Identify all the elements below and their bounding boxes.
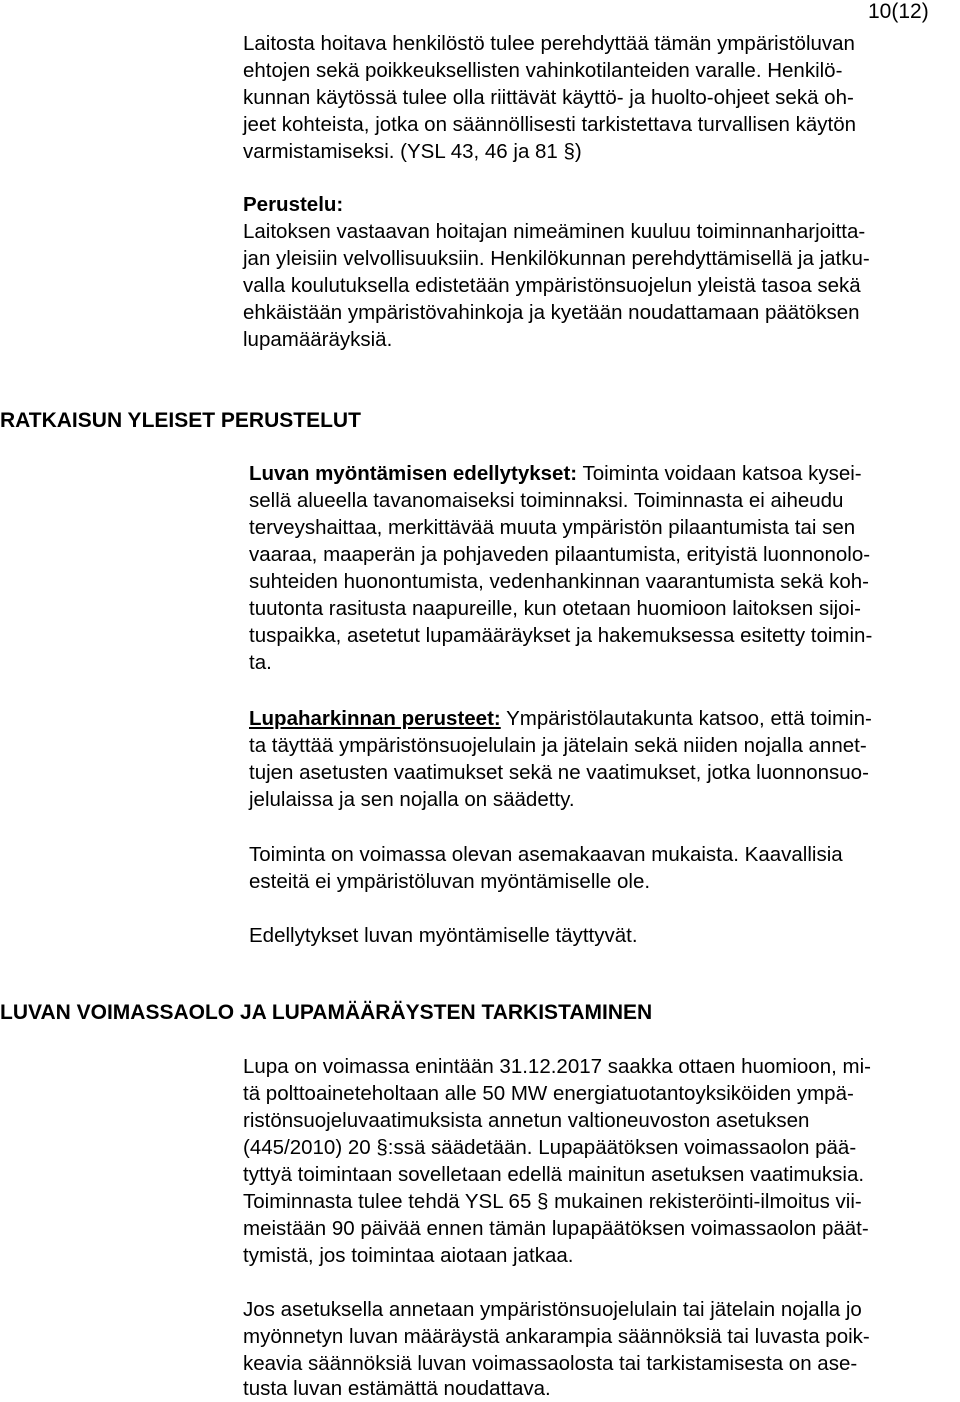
text-line: meistään 90 päivää ennen tämän lupapäätöksen voimassaolon päät- bbox=[243, 1217, 869, 1240]
text-line: tä polttoaineteholtaan alle 50 MW energiatuotantoyksiköiden ympä- bbox=[243, 1082, 854, 1105]
text-line: kunnan käytössä tulee olla riittävät käyttö- ja huolto-ohjeet sekä oh- bbox=[243, 86, 854, 109]
text-span: Toiminta voidaan katsoa kysei- bbox=[577, 462, 862, 485]
section-heading: LUVAN VOIMASSAOLO JA LUPAMÄÄRÄYSTEN TARKISTAMINEN bbox=[0, 1001, 653, 1024]
text-line: ta. bbox=[249, 651, 272, 674]
text-line: Laitoksen vastaavan hoitajan nimeäminen kuuluu toiminnanharjoitta- bbox=[243, 220, 866, 243]
text-line: tyttyä toimintaan sovelletaan edellä mainitun asetuksen vaatimuksia. bbox=[243, 1163, 865, 1186]
text-line bbox=[249, 706, 872, 732]
text-line: Edellytykset luvan myöntämiselle täyttyvät. bbox=[249, 924, 638, 947]
text-line: Toiminta on voimassa olevan asemakaavan mukaista. Kaavallisia bbox=[249, 843, 843, 866]
text-line: valla koulutuksella edistetään ympäristönsuojelun yleistä tasoa sekä bbox=[243, 274, 861, 297]
text-line: vaaraa, maaperän ja pohjaveden pilaantumista, erityistä luonnonolo- bbox=[249, 543, 871, 566]
text-line: ristönsuojeluvaatimuksista annetun valtioneuvoston asetuksen bbox=[243, 1109, 810, 1132]
section-heading: RATKAISUN YLEISET PERUSTELUT bbox=[0, 409, 361, 432]
text-line: Toiminnasta tulee tehdä YSL 65 § mukainen rekisteröinti-ilmoitus vii- bbox=[243, 1190, 862, 1213]
edellytykset-label: Luvan myöntämisen edellytykset: bbox=[249, 462, 578, 485]
text-line: Laitosta hoitava henkilöstö tulee perehdyttää tämän ympäristöluvan bbox=[243, 32, 855, 55]
text-span: Ympäristölautakunta katsoo, että toimin- bbox=[500, 707, 872, 730]
text-line: Jos asetuksella annetaan ympäristönsuojelulain tai jätelain nojalla jo bbox=[243, 1298, 862, 1321]
text-line: varmistamiseksi. (YSL 43, 46 ja 81 §) bbox=[243, 140, 582, 163]
text-line: ehkäistään ympäristövahinkoja ja kyetään noudattamaan päätöksen bbox=[243, 301, 860, 324]
perustelu-label: Perustelu: bbox=[243, 193, 344, 216]
text-line: jan yleisiin velvollisuuksiin. Henkilökunnan perehdyttämisellä ja jatku- bbox=[243, 247, 870, 270]
text-line: jeet kohteista, jotka on säännöllisesti tarkistettava turvallisen käytön bbox=[243, 113, 857, 136]
lupaharkinta-label: Lupaharkinnan perusteet: bbox=[249, 707, 501, 730]
text-line bbox=[249, 461, 862, 487]
text-line: tuspaikka, asetetut lupamääräykset ja hakemuksessa esitetty toimin- bbox=[249, 624, 873, 647]
page-number: 10(12) bbox=[868, 0, 929, 23]
text-line: tusta luvan estämättä noudattava. bbox=[243, 1377, 551, 1400]
text-line: tujen asetusten vaatimukset sekä ne vaatimukset, jotka luonnonsuo- bbox=[249, 761, 869, 784]
text-line: lupamääräyksiä. bbox=[243, 328, 393, 351]
text-line: ta täyttää ympäristönsuojelulain ja jätelain sekä niiden nojalla annet- bbox=[249, 734, 867, 757]
text-line: esteitä ei ympäristöluvan myöntämiselle ole. bbox=[249, 870, 651, 893]
text-line: tymistä, jos toimintaa aiotaan jatkaa. bbox=[243, 1244, 574, 1267]
text-line: tuutonta rasitusta naapureille, kun otetaan huomioon laitoksen sijoi- bbox=[249, 597, 861, 620]
text-line: suhteiden huonontumista, vedenhankinnan vaarantumista sekä koh- bbox=[249, 570, 869, 593]
text-line: terveyshaittaa, merkittävää muuta ympäristön pilaantumista tai sen bbox=[249, 516, 856, 539]
text-line: sellä alueella tavanomaiseksi toiminnaksi. Toiminnasta ei aiheudu bbox=[249, 489, 844, 512]
text-line: (445/2010) 20 §:ssä säädetään. Lupapäätöksen voimassaolon pää- bbox=[243, 1136, 857, 1159]
text-line: keavia säännöksiä luvan voimassaolosta tai tarkistamisesta on ase- bbox=[243, 1352, 858, 1375]
text-line: ehtojen sekä poikkeuksellisten vahinkotilanteiden varalle. Henkilö- bbox=[243, 59, 843, 82]
text-line: Lupa on voimassa enintään 31.12.2017 saakka ottaen huomioon, mi- bbox=[243, 1055, 871, 1078]
text-line: jelulaissa ja sen nojalla on säädetty. bbox=[249, 788, 575, 811]
text-line: myönnetyn luvan määräystä ankarampia säännöksiä tai luvasta poik- bbox=[243, 1325, 870, 1348]
